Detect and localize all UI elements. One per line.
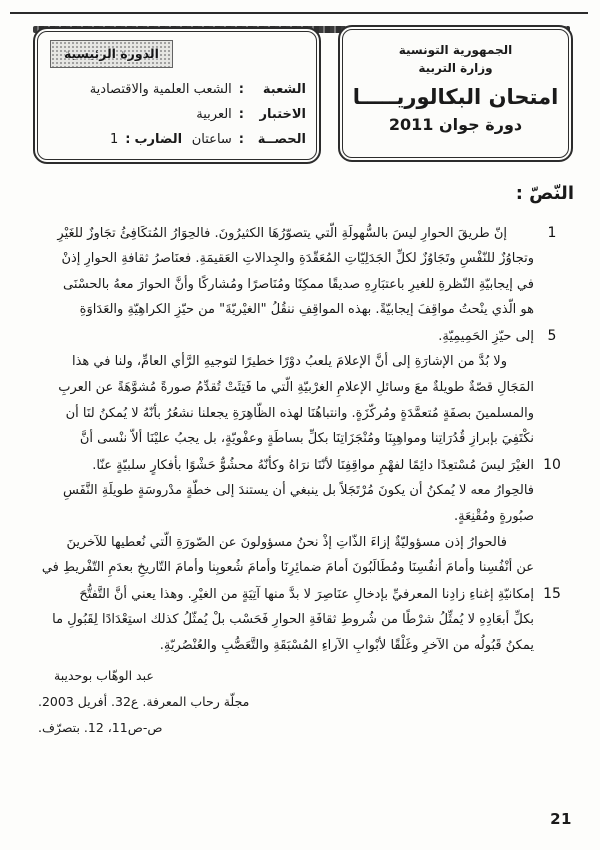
text-line [30,560,570,586]
text-line [30,406,570,432]
line-text: ولا بُدَّ من الإشارَةِ إلى أنَّ الإعلامَ يلعبُ دوْرًا خطيرًا لتوجيهِ الرَّأي العامِّ، ولنا في هذا [72,353,507,369]
field-separator: : [238,132,244,147]
top-rule [10,12,588,14]
field-label: الشعبة [262,82,306,97]
signature-block [38,663,249,741]
field-row-duration [48,127,306,152]
line-text: في إيجابيّةِ النّظرةِ للغيرِ باعتبَارِهِ صديقًا ممكِنًا ومُنَاصرًا ومُشاركًا وأنَّ الحوارَ معهُ بالحسْنَى [63,276,534,292]
text-line [30,509,570,535]
exam-info-box [33,27,321,164]
exam-session: دورة جوان 2011 [388,115,523,134]
field-label: الضارب [134,132,183,147]
text-line [30,586,570,612]
field-value: ساعتان [191,132,232,147]
field-row-section [48,77,306,102]
field-coefficient [110,127,182,152]
line-text: إلى حيّزِ الحَمِيمِيّةِ. [438,329,534,345]
line-text: فالحِوارُ معه لا يُمكنُ أن يكونَ مُرْتَجَلاً بل ينبغي أن يستندَ إلى خطّةٍ مدْروسَةٍ طويلَةِ النَّفَسِ [62,482,534,498]
field-value: الشعب العلمية والاقتصادية [89,82,232,97]
line-text: وتجاوُزٌ للنّفْسِ وتَجَاوُزٌ لكلِّ الجَدَلِيّاتِ المُعَقّدَةِ والجِدالاتِ العَقيمَةِ. فعنَاصرُ ثقافةِ الحوارِ إذنْ [61,250,534,266]
field-separator: : [238,82,244,97]
line-text: والمسلمينَ بصفَةٍ مُتعمَّدَةٍ ومُركّزَةٍ. وانتباهُنَا لهذه الظّاهِرَةِ يجعلنا نشعُرُ بأنّهُ لا يُمكنُ لنَا أن [65,405,534,421]
field-separator: : [238,107,244,122]
line-text: بكلِّ أبعَادِهِ لا يُمثِّلُ شرْطًا من شُروطِ ثقافَةِ الحوارِ فَحَسْب بلْ يُمثّلُ كذلك استِعْدَادًا لِقَبُولِ ما [52,611,534,627]
line-text: المَجَالِ قصّةٌ طويلةٌ معَ وسائلِ الإعلامِ الغرْبيّةِ الّتي ما فَتِئَتْ تُقدِّمُ صورةً مُشوَّهَةً عن العربِ [58,379,534,395]
text-line [30,328,570,354]
text-line [30,457,570,483]
field-label: الاختبار [259,107,306,122]
field-value: العربية [196,107,232,122]
page-number: 21 [550,810,572,828]
line-text: فالحوارُ إذن مسؤوليّةٌ إزاءَ الذّاتِ إذْ نحنُ مسؤولونَ عن الصّورَةِ الّتي نُعطيها للآخرينَ [66,534,507,550]
line-text: صبُورةٍ ومُقْنِعَةٍ. [453,508,534,524]
field-value: 1 [110,132,119,147]
pages-note: ص-ص11، 12. بتصرّف. [38,720,163,735]
field-row-subject [48,102,306,127]
text-line [30,354,570,380]
line-text: عن أنْفُسِنا وأمامَ أنفُسِنَا ومُطَالَبُونَ أمامَ ضمائِرِنَا وأمامَ شُعوبِنا وأمامَ التّاريخِ بعدَمِ التّفْريطِ في [41,560,534,576]
text-line [30,431,570,457]
line-text: نكْتَفِيَ بإبرازِ قُدُرَاتِنا ومواهِبِنَا ومُنْجَزَاتِنَا بكلِّ بساطَةٍ وعفْويّةٍ، بل يجبُ عليْنَا ألاّ ننْسى أنَّ [79,431,534,447]
text-line [30,483,570,509]
line-number: 10 [543,457,561,474]
text-line [30,380,570,406]
line-text: هو الّذي ينْحتُ مواقِفَ إيجابيّةً. بهذه المواقِفِ ننقُلُ "الغيْريّةَ" من حيّزِ الكراهِيّةِ والعَدَاوَةِ [79,302,534,318]
text-line [30,251,570,277]
line-text: إنّ طريقَ الحوارِ ليسَ بالسُّهولَةِ الّتي يتصوّرُهَا الكثيرُونَ. فالحِوَارُ المُتكَافِئُ تجَاوزٌ للغَيْرِ [57,226,507,241]
line-text: الغيْرَ ليسَ مُسْتعِدًا دائِمًا لفهْمِ مواقِفِنَا لأنّنَا نرَاهُ وكأنّهُ محشُوٌّ حَشْوًا بأفكارٍ سلبيّةٍ عنّا. [92,458,534,474]
field-separator: : [125,132,131,147]
line-number: 5 [547,328,557,345]
source-citation: مجلّة رحاب المعرفة. ع32. أفريل 2003. [38,694,250,709]
line-number: 1 [547,225,557,241]
field-label: الحصــة [257,132,306,147]
line-number: 15 [543,586,561,603]
line-text: يمكنُ قَبُولُه من الآخرِ وغَلْقًا لأبْوابِ الآراءِ المُسْبَقَةِ والتَّعَصُّبِ والعُنْصُريّةِ. [159,637,534,653]
authority-content [346,33,565,154]
author-name: عبد الوهّاب بوحديبة [54,668,154,683]
text-line [30,612,570,638]
text-body [30,225,570,664]
ministry-name: وزارة التربية [418,61,493,75]
exam-title: امتحان البكالوريـــــا [352,85,559,109]
text-line [30,277,570,303]
text-section-heading: النّصّ : [515,183,574,204]
line-text: إمكانيّةِ إغناءِ زادِنا المعرفيِّ بإدخالِ عنَاصِرَ لا بدَّ منها آتِيَةٍ من الغيْرِ. وهذا يعني أنَّ التَّفتُّحَ [79,587,534,603]
text-line [30,535,570,561]
country-name: الجمهورية التونسية [398,43,513,57]
session-badge: الدورة الرئيسية [50,40,173,68]
text-line [30,225,570,251]
text-line [30,302,570,328]
exam-fields [48,77,306,152]
text-line [30,638,570,664]
authority-box [338,25,573,162]
